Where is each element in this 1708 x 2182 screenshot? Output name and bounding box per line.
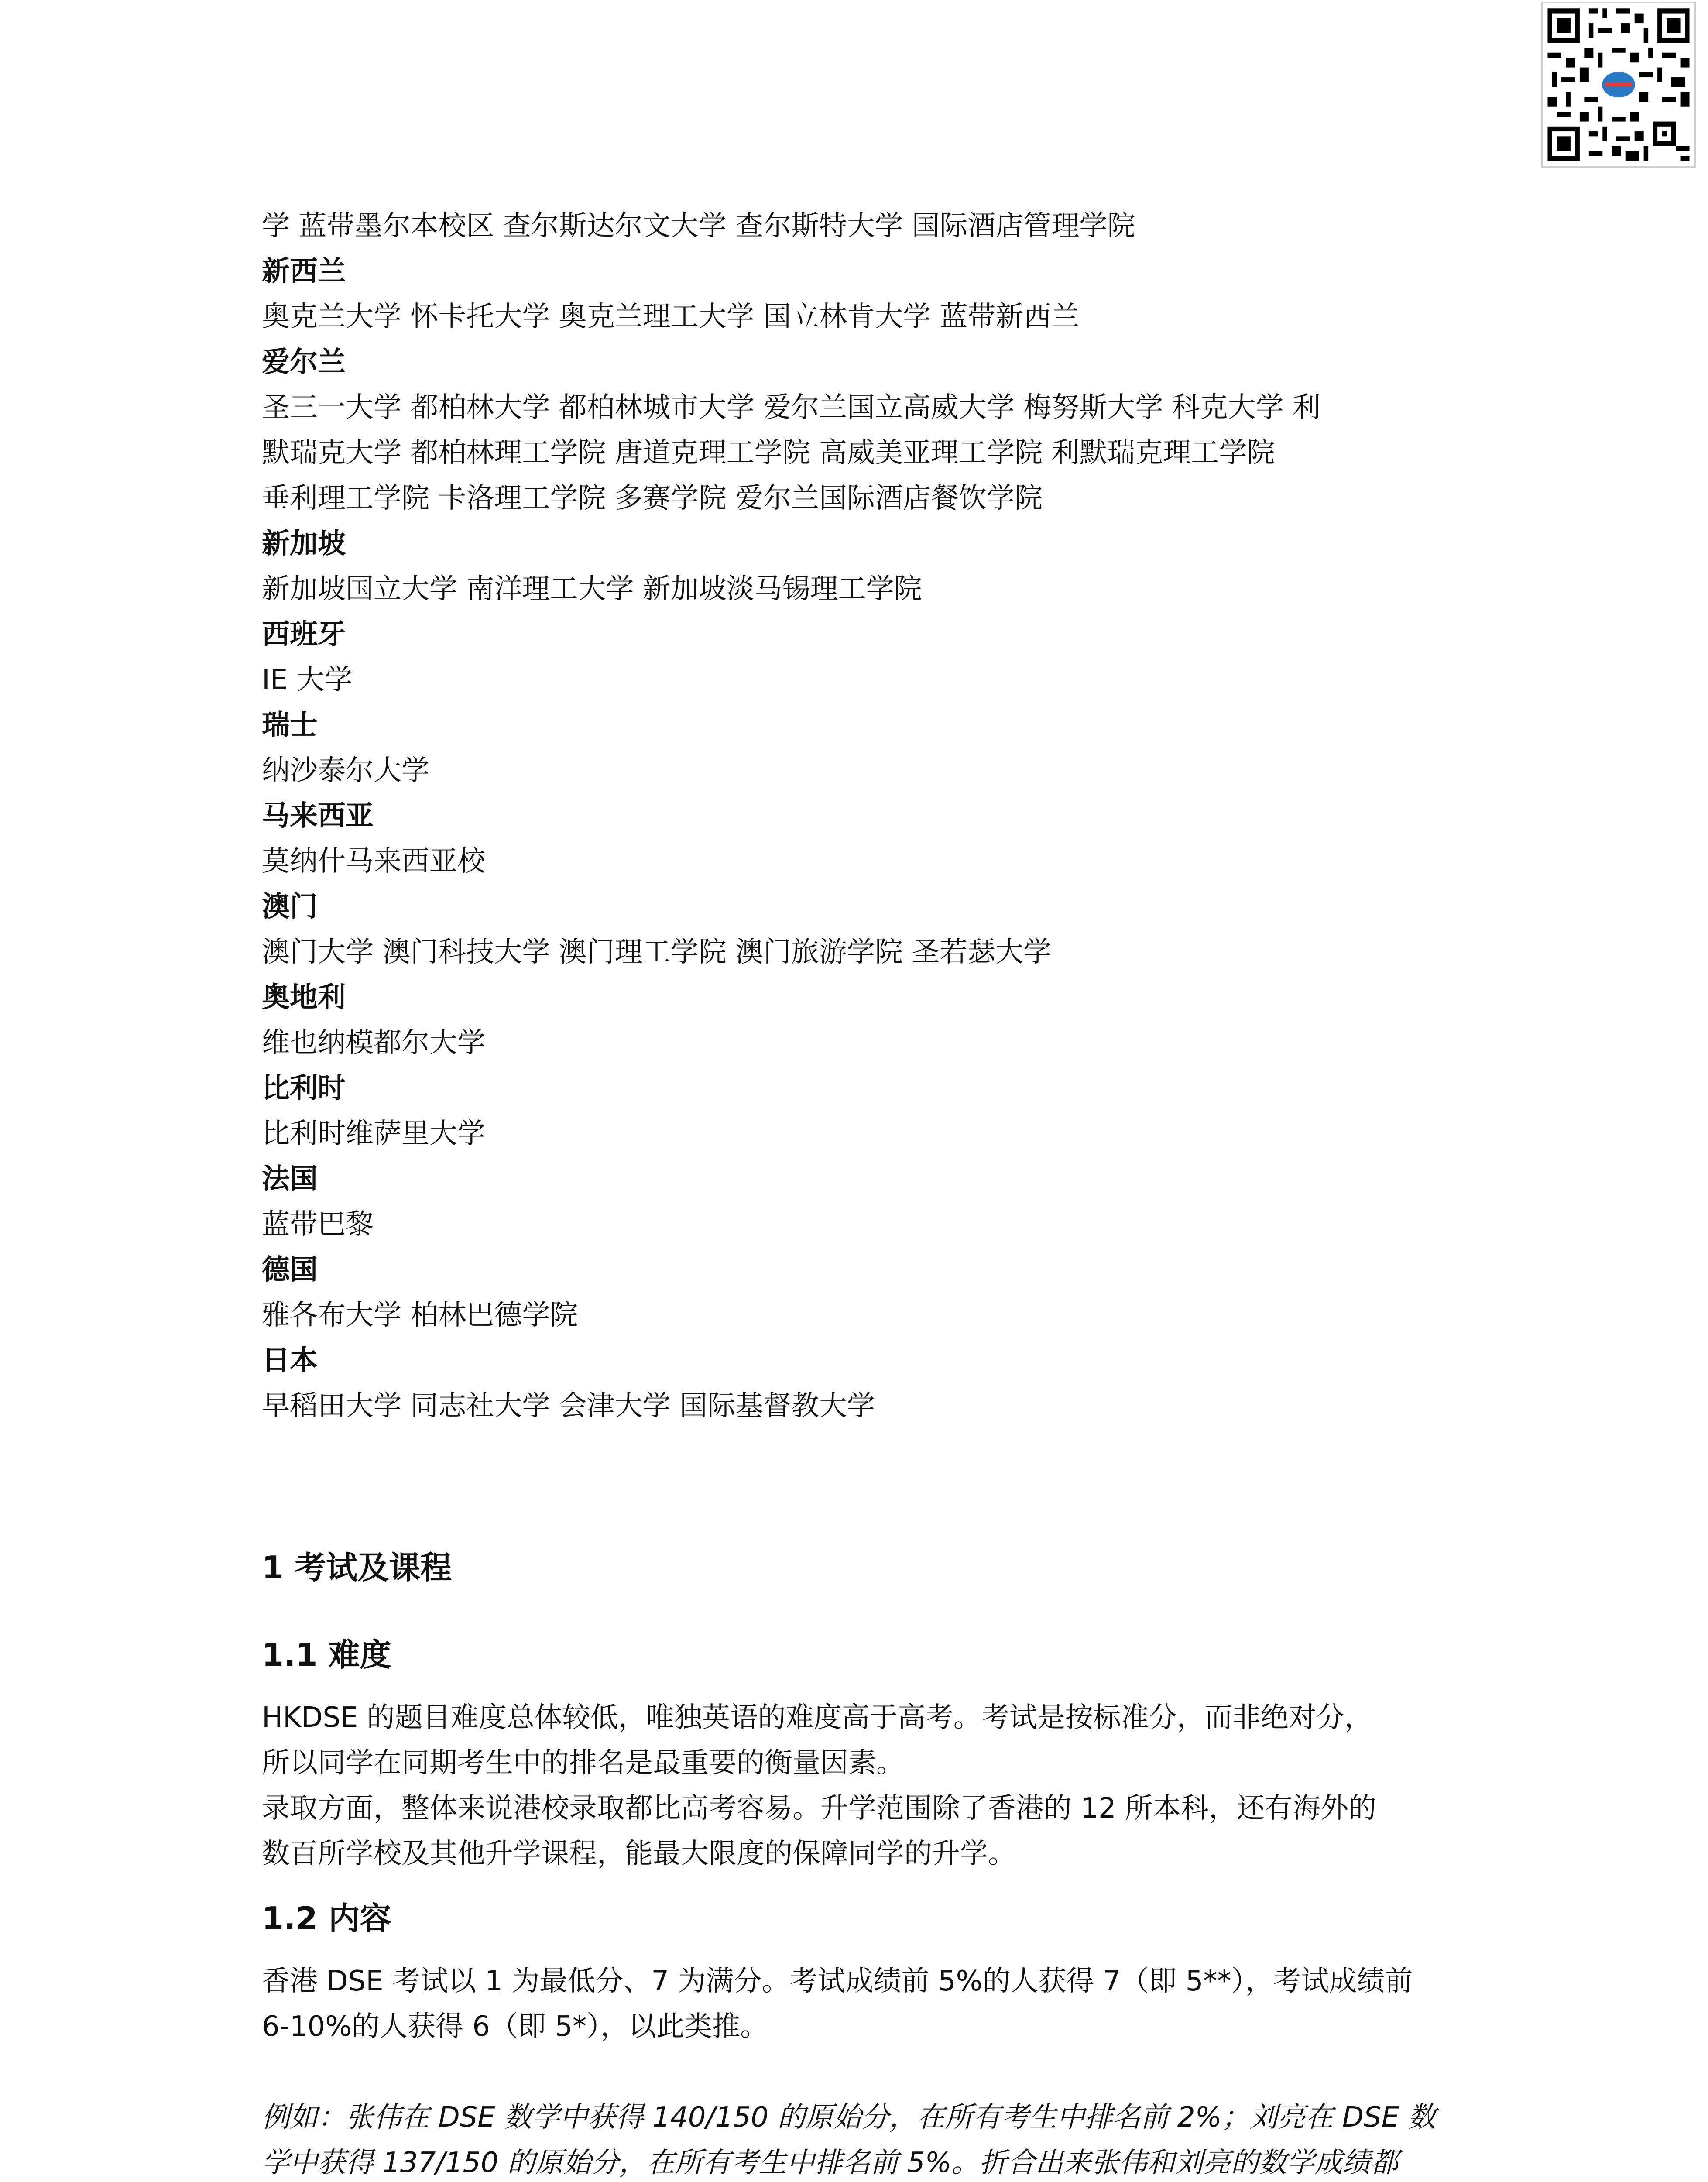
qr-code (1541, 2, 1696, 168)
continuation-line: 学 蓝带墨尔本校区 查尔斯达尔文大学 查尔斯特大学 国际酒店管理学院 (262, 210, 1135, 242)
paragraph-line: HKDSE 的题目难度总体较低，唯独英语的难度高于高考。考试是按标准分，而非绝对分， (262, 1702, 1372, 1734)
example-paragraph (262, 2095, 1475, 2182)
school-list-line: 比利时维萨里大学 (262, 1118, 485, 1150)
school-list-line: 雅各布大学 柏林巴德学院 (262, 1299, 578, 1331)
school-list-line: IE 大学 (262, 664, 353, 696)
paragraph-line: 香港 DSE 考试以 1 为最低分、7 为满分。考试成绩前 5%的人获得 7（即 5**），考试成绩前 (262, 1965, 1413, 1997)
qr-code-icon (1543, 3, 1694, 166)
country-heading-singapore: 新加坡 (262, 528, 346, 560)
school-list-line: 早稻田大学 同志社大学 会津大学 国际基督教大学 (262, 1390, 875, 1422)
country-heading-austria: 奥地利 (262, 981, 346, 1014)
school-list-line: 新加坡国立大学 南洋理工大学 新加坡淡马锡理工学院 (262, 573, 922, 605)
example-line: 例如：张伟在 DSE 数学中获得 140/150 的原始分，在所有考生中排名前 2%；刘亮在 DSE 数 (262, 2101, 1436, 2134)
school-list-line: 澳门大学 澳门科技大学 澳门理工学院 澳门旅游学院 圣若瑟大学 (262, 936, 1052, 968)
school-list-line: 垂利理工学院 卡洛理工学院 多赛学院 爱尔兰国际酒店餐饮学院 (262, 482, 1043, 515)
section-heading: 1 考试及课程 (262, 1549, 452, 1586)
subsection-spacer (262, 1877, 1475, 1896)
paragraph (262, 1959, 1475, 2049)
country-heading-spain: 西班牙 (262, 618, 346, 651)
paragraph-line: 数百所学校及其他升学课程，能最大限度的保障同学的升学。 (262, 1838, 1016, 1870)
country-heading-france: 法国 (262, 1163, 318, 1195)
country-heading-malaysia: 马来西亚 (262, 800, 374, 832)
school-list-line: 圣三一大学 都柏林大学 都柏林城市大学 爱尔兰国立高威大学 梅努斯大学 科克大学 利 (262, 391, 1321, 424)
school-list-line: 蓝带巴黎 (262, 1208, 374, 1241)
paragraph-line: 录取方面，整体来说港校录取都比高考容易。升学范围除了香港的 12 所本科，还有海外的 (262, 1792, 1377, 1825)
document-content (262, 203, 1475, 2182)
school-list-line: 维也纳模都尔大学 (262, 1027, 485, 1059)
school-list-line: 奥克兰大学 怀卡托大学 奥克兰理工大学 国立林肯大学 蓝带新西兰 (262, 301, 1080, 333)
paragraph-line: 所以同学在同期考生中的排名是最重要的衡量因素。 (262, 1747, 904, 1779)
school-list-line: 纳沙泰尔大学 (262, 755, 429, 787)
section-spacer (262, 1429, 1475, 1545)
country-heading-germany: 德国 (262, 1254, 318, 1286)
subsection-heading-difficulty: 1.1 难度 (262, 1636, 391, 1673)
country-heading-ireland: 爱尔兰 (262, 346, 346, 378)
example-line: 学中获得 137/150 的原始分，在所有考生中排名前 5%。折合出来张伟和刘亮的数学成绩都 (262, 2147, 1399, 2179)
school-list-line: 默瑞克大学 都柏林理工学院 唐道克理工学院 高威美亚理工学院 利默瑞克理工学院 (262, 437, 1275, 469)
country-heading-new-zealand: 新西兰 (262, 255, 346, 288)
subsection-heading-content: 1.2 内容 (262, 1900, 391, 1937)
country-heading-macau: 澳门 (262, 891, 318, 923)
paragraph-spacer (262, 2049, 1475, 2095)
country-heading-belgium: 比利时 (262, 1072, 346, 1105)
paragraph (262, 1695, 1475, 1877)
school-list-line: 莫纳什马来西亚校 (262, 845, 485, 878)
country-heading-switzerland: 瑞士 (262, 709, 318, 741)
paragraph-line: 6-10%的人获得 6（即 5*），以此类推。 (262, 2010, 768, 2043)
country-heading-japan: 日本 (262, 1345, 318, 1377)
